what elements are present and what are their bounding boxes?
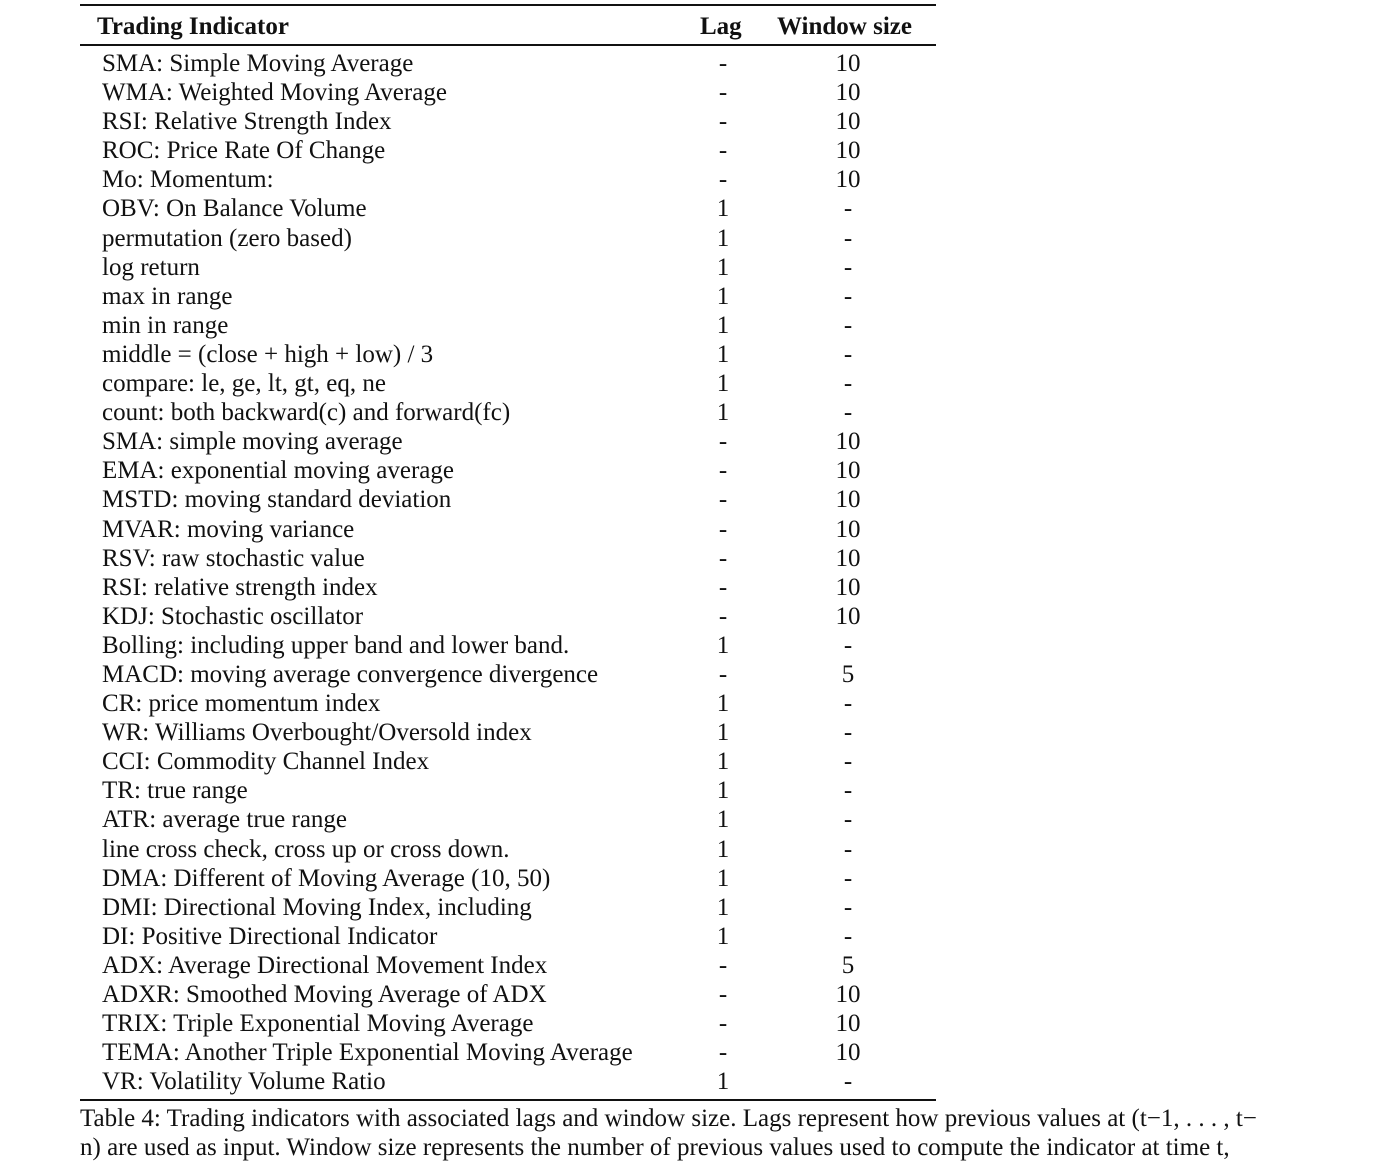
cell-lag: 1 [716,340,730,368]
cell-window-size: 10 [835,50,861,77]
cell-window-size: - [843,399,853,427]
cell-window-size: - [843,253,853,281]
table-row [80,107,936,136]
cell-indicator: MACD: moving average convergence divergence [102,660,599,688]
cell-indicator: KDJ: Stochastic oscillator [102,602,364,630]
table-row [80,835,936,864]
cell-lag: - [718,137,728,165]
cell-window-size: 10 [835,1010,861,1038]
table-row [80,340,936,369]
cell-indicator: MVAR: moving variance [102,515,355,543]
table-row [80,718,936,747]
cell-lag: 1 [716,864,730,892]
table-row [80,311,936,340]
cell-lag: 1 [716,282,730,310]
cell-window-size: 10 [835,1039,861,1067]
cell-lag: - [718,951,728,979]
table-row [80,427,936,456]
table-row [80,136,936,165]
cell-lag: 1 [716,370,730,398]
cell-indicator: TEMA: Another Triple Exponential Moving Average [102,1039,633,1067]
cell-lag: - [718,660,728,688]
cell-lag: - [718,1039,728,1067]
cell-indicator: max in range [102,282,233,310]
table-row [80,689,936,718]
table-row [80,1038,936,1067]
table-row [80,485,936,514]
table-row [80,951,936,980]
table-row [80,805,936,834]
cell-window-size: - [843,690,853,718]
cell-indicator: WMA: Weighted Moving Average [102,79,447,107]
cell-lag: - [718,1010,728,1038]
cell-window-size: - [843,340,853,368]
header-window-size: Window size [777,13,912,40]
cell-indicator: DMA: Different of Moving Average (10, 50) [102,864,551,892]
cell-window-size: - [843,864,853,892]
table-row [80,573,936,602]
cell-indicator: middle = (close + high + low) / 3 [102,340,434,368]
cell-window-size: 5 [841,660,855,688]
cell-window-size: - [843,719,853,747]
cell-window-size: 10 [835,573,861,601]
table-row [80,1009,936,1038]
table-row [80,78,936,107]
cell-indicator: WR: Williams Overbought/Oversold index [102,719,532,747]
cell-lag: 1 [716,777,730,805]
cell-lag: - [718,50,728,77]
cell-lag: 1 [716,922,730,950]
cell-window-size: - [843,195,853,223]
cell-window-size: - [843,922,853,950]
cell-indicator: VR: Volatility Volume Ratio [102,1068,386,1096]
cell-lag: 1 [716,195,730,223]
table-row [80,194,936,223]
cell-window-size: 10 [835,515,861,543]
cell-indicator: OBV: On Balance Volume [102,195,367,223]
cell-indicator: ADXR: Smoothed Moving Average of ADX [102,981,547,1008]
cell-lag: 1 [716,311,730,339]
cell-indicator: EMA: exponential moving average [102,457,454,485]
cell-window-size: - [843,311,853,339]
cell-indicator: Bolling: including upper band and lower band. [102,631,570,659]
cell-lag: 1 [716,893,730,921]
table-row [80,864,936,893]
table-row [80,282,936,311]
table-row [80,544,936,573]
table-caption [80,1104,1310,1162]
cell-window-size: - [843,370,853,398]
cell-indicator: MSTD: moving standard deviation [102,486,452,514]
cell-lag: 1 [716,1068,730,1096]
cell-indicator: TRIX: Triple Exponential Moving Average [102,1010,534,1038]
cell-lag: 1 [716,690,730,718]
cell-lag: - [718,544,728,572]
cell-lag: - [718,428,728,456]
cell-window-size: - [843,224,853,252]
cell-window-size: 10 [835,79,861,107]
cell-window-size: - [843,748,853,776]
cell-lag: - [718,166,728,194]
cell-indicator: permutation (zero based) [102,224,352,252]
cell-lag: 1 [716,399,730,427]
cell-indicator: min in range [102,311,229,339]
table-row [80,369,936,398]
cell-lag: 1 [716,748,730,776]
table-row [80,515,936,544]
cell-indicator: TR: true range [102,777,248,805]
cell-lag: - [718,79,728,107]
cell-lag: - [718,486,728,514]
table-row [80,165,936,194]
table-row [80,224,936,253]
table-row [80,1067,936,1096]
table-row [80,49,936,78]
cell-lag: 1 [716,835,730,863]
cell-window-size: 10 [835,981,861,1008]
cell-lag: - [718,515,728,543]
cell-lag: - [718,602,728,630]
cell-window-size: - [843,1068,853,1096]
cell-indicator: DMI: Directional Moving Index, including [102,893,532,921]
cell-indicator: ROC: Price Rate Of Change [102,137,386,165]
table-row [80,660,936,689]
cell-window-size: 10 [835,166,861,194]
cell-window-size: - [843,835,853,863]
cell-window-size: 10 [835,428,861,456]
cell-lag: 1 [716,224,730,252]
cell-window-size: - [843,631,853,659]
cell-window-size: - [843,806,853,834]
cell-indicator: compare: le, ge, lt, gt, eq, ne [102,370,386,398]
table-bottom-rule [80,1099,936,1101]
cell-indicator: RSI: relative strength index [102,573,378,601]
cell-window-size: - [843,893,853,921]
table-row [80,747,936,776]
indicator-table [80,4,936,1101]
caption-line-2: n) are used as input. Window size represents the number of previous values used to compute the indicator at time t, [80,1134,1230,1161]
cell-window-size: 5 [841,951,855,979]
cell-window-size: 10 [835,602,861,630]
cell-window-size: - [843,777,853,805]
cell-window-size: 10 [835,137,861,165]
cell-indicator: ADX: Average Directional Movement Index [102,951,548,979]
cell-indicator: log return [102,253,200,281]
cell-lag: - [718,981,728,1008]
table-row [80,922,936,951]
cell-window-size: 10 [835,457,861,485]
cell-indicator: DI: Positive Directional Indicator [102,922,438,950]
cell-window-size: - [843,282,853,310]
table-row [80,893,936,922]
table-row [80,456,936,485]
table-row [80,602,936,631]
cell-indicator: RSI: Relative Strength Index [102,108,392,136]
caption-line-1: Table 4: Trading indicators with associated lags and window size. Lags represent how previous values at (t−1, . . . , t− [80,1105,1257,1132]
cell-lag: - [718,573,728,601]
cell-indicator: CR: price momentum index [102,690,381,718]
cell-lag: - [718,108,728,136]
table-row [80,631,936,660]
table-row [80,776,936,805]
cell-indicator: count: both backward(c) and forward(fc) [102,399,511,427]
table-body [80,46,936,1099]
table-header-row [80,6,936,44]
cell-lag: 1 [716,631,730,659]
cell-indicator: ATR: average true range [102,806,348,834]
cell-indicator: SMA: simple moving average [102,428,403,456]
cell-window-size: 10 [835,108,861,136]
header-lag: Lag [700,13,742,40]
cell-indicator: Mo: Momentum: [102,166,274,194]
cell-lag: 1 [716,253,730,281]
cell-indicator: SMA: Simple Moving Average [102,50,414,77]
cell-window-size: 10 [835,544,861,572]
table-row [80,253,936,282]
cell-lag: 1 [716,719,730,747]
table-row [80,980,936,1009]
cell-indicator: line cross check, cross up or cross down. [102,835,510,863]
cell-window-size: 10 [835,486,861,514]
header-trading-indicator: Trading Indicator [97,13,289,40]
table-row [80,398,936,427]
cell-indicator: RSV: raw stochastic value [102,544,365,572]
cell-indicator: CCI: Commodity Channel Index [102,748,430,776]
cell-lag: 1 [716,806,730,834]
cell-lag: - [718,457,728,485]
